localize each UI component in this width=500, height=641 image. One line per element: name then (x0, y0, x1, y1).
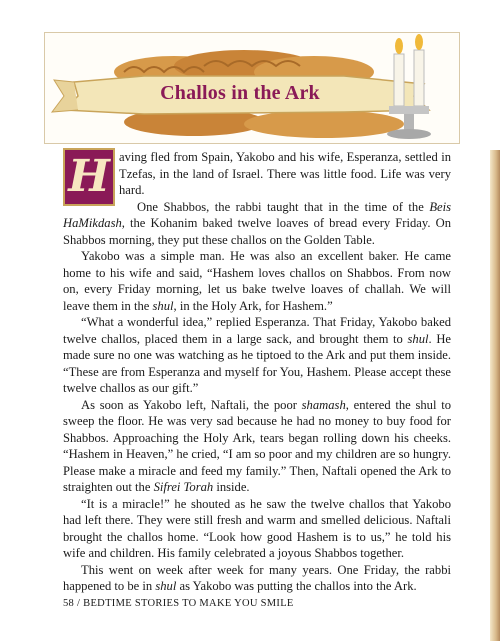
italic-term: shamash (301, 397, 346, 412)
story-text (63, 149, 451, 595)
italic-term: shul (407, 331, 429, 346)
paragraph: “What a wonderful idea,” replied Esperanza. That Friday, Yakobo baked twelve challos, placed them in a large sack, and brought them to shul. He made sure no one was watching as he tiptoed to the Ark and put them inside. “These are from Esperanza and myself for You, Hashem. Please accept these twelve challos as our gift.” (63, 315, 452, 395)
paragraph: One Shabbos, the rabbi taught that in the time of the Beis HaMikdash, the Kohanim baked twelve loaves of bread every Friday. On Shabbos morning, they put these challos on the Golden Table. (63, 199, 451, 247)
paragraph: As soon as Yakobo left, Naftali, the poor shamash, entered the shul to sweep the floor. He was very sad because he had no money to buy food for Shabbos. Approaching the Holy Ark, tears began rolling down his cheeks. “Hashem in Heaven,” he cried, “I am so poor and my children are so hungry. Please make a miracle and feed my family.” Then, Naftali opened the Ark to straighten out the Sifrei Torah inside. (63, 397, 451, 494)
drop-cap-letter: H (68, 151, 110, 202)
italic-term: shul (152, 298, 174, 313)
italic-term: shul (155, 579, 177, 593)
italic-term: Beis HaMikdash (63, 199, 451, 230)
paragraph: This went on week after week for many years. One Friday, the rabbi happened to be in shul as Yakobo was putting the challos into the Ark. (63, 562, 451, 593)
edge-illustration (490, 150, 500, 641)
paragraph: aving fled from Spain, Yakobo and his wife, Esperanza, settled in Tzefas, in the land of Israel. There was little food. Life was very hard. (119, 150, 451, 197)
paragraph: Yakobo was a simple man. He was also an excellent baker. He came home to his wife and said, “Hashem loves challos on Shabbos. From now on, every Friday morning, let us bake twelve loaves of challah. We will leave them in the shul, in the Holy Ark, for Hashem.” (63, 249, 451, 313)
page-title: Challos in the Ark (160, 82, 320, 104)
page-footer: 58 / BEDTIME STORIES TO MAKE YOU SMILE (63, 598, 294, 609)
italic-term: Sifrei Torah (153, 480, 214, 494)
paragraph: “It is a miracle!” he shouted as he saw the twelve challos that Yakobo had left there. They were still fresh and warm and smelled delicious. Naftali brought the challos home. “Look how good Hashem is to us,” he told his wife and children. His family celebrated a joyous Shabbos together. (63, 496, 451, 560)
drop-cap-spacer (63, 149, 119, 207)
